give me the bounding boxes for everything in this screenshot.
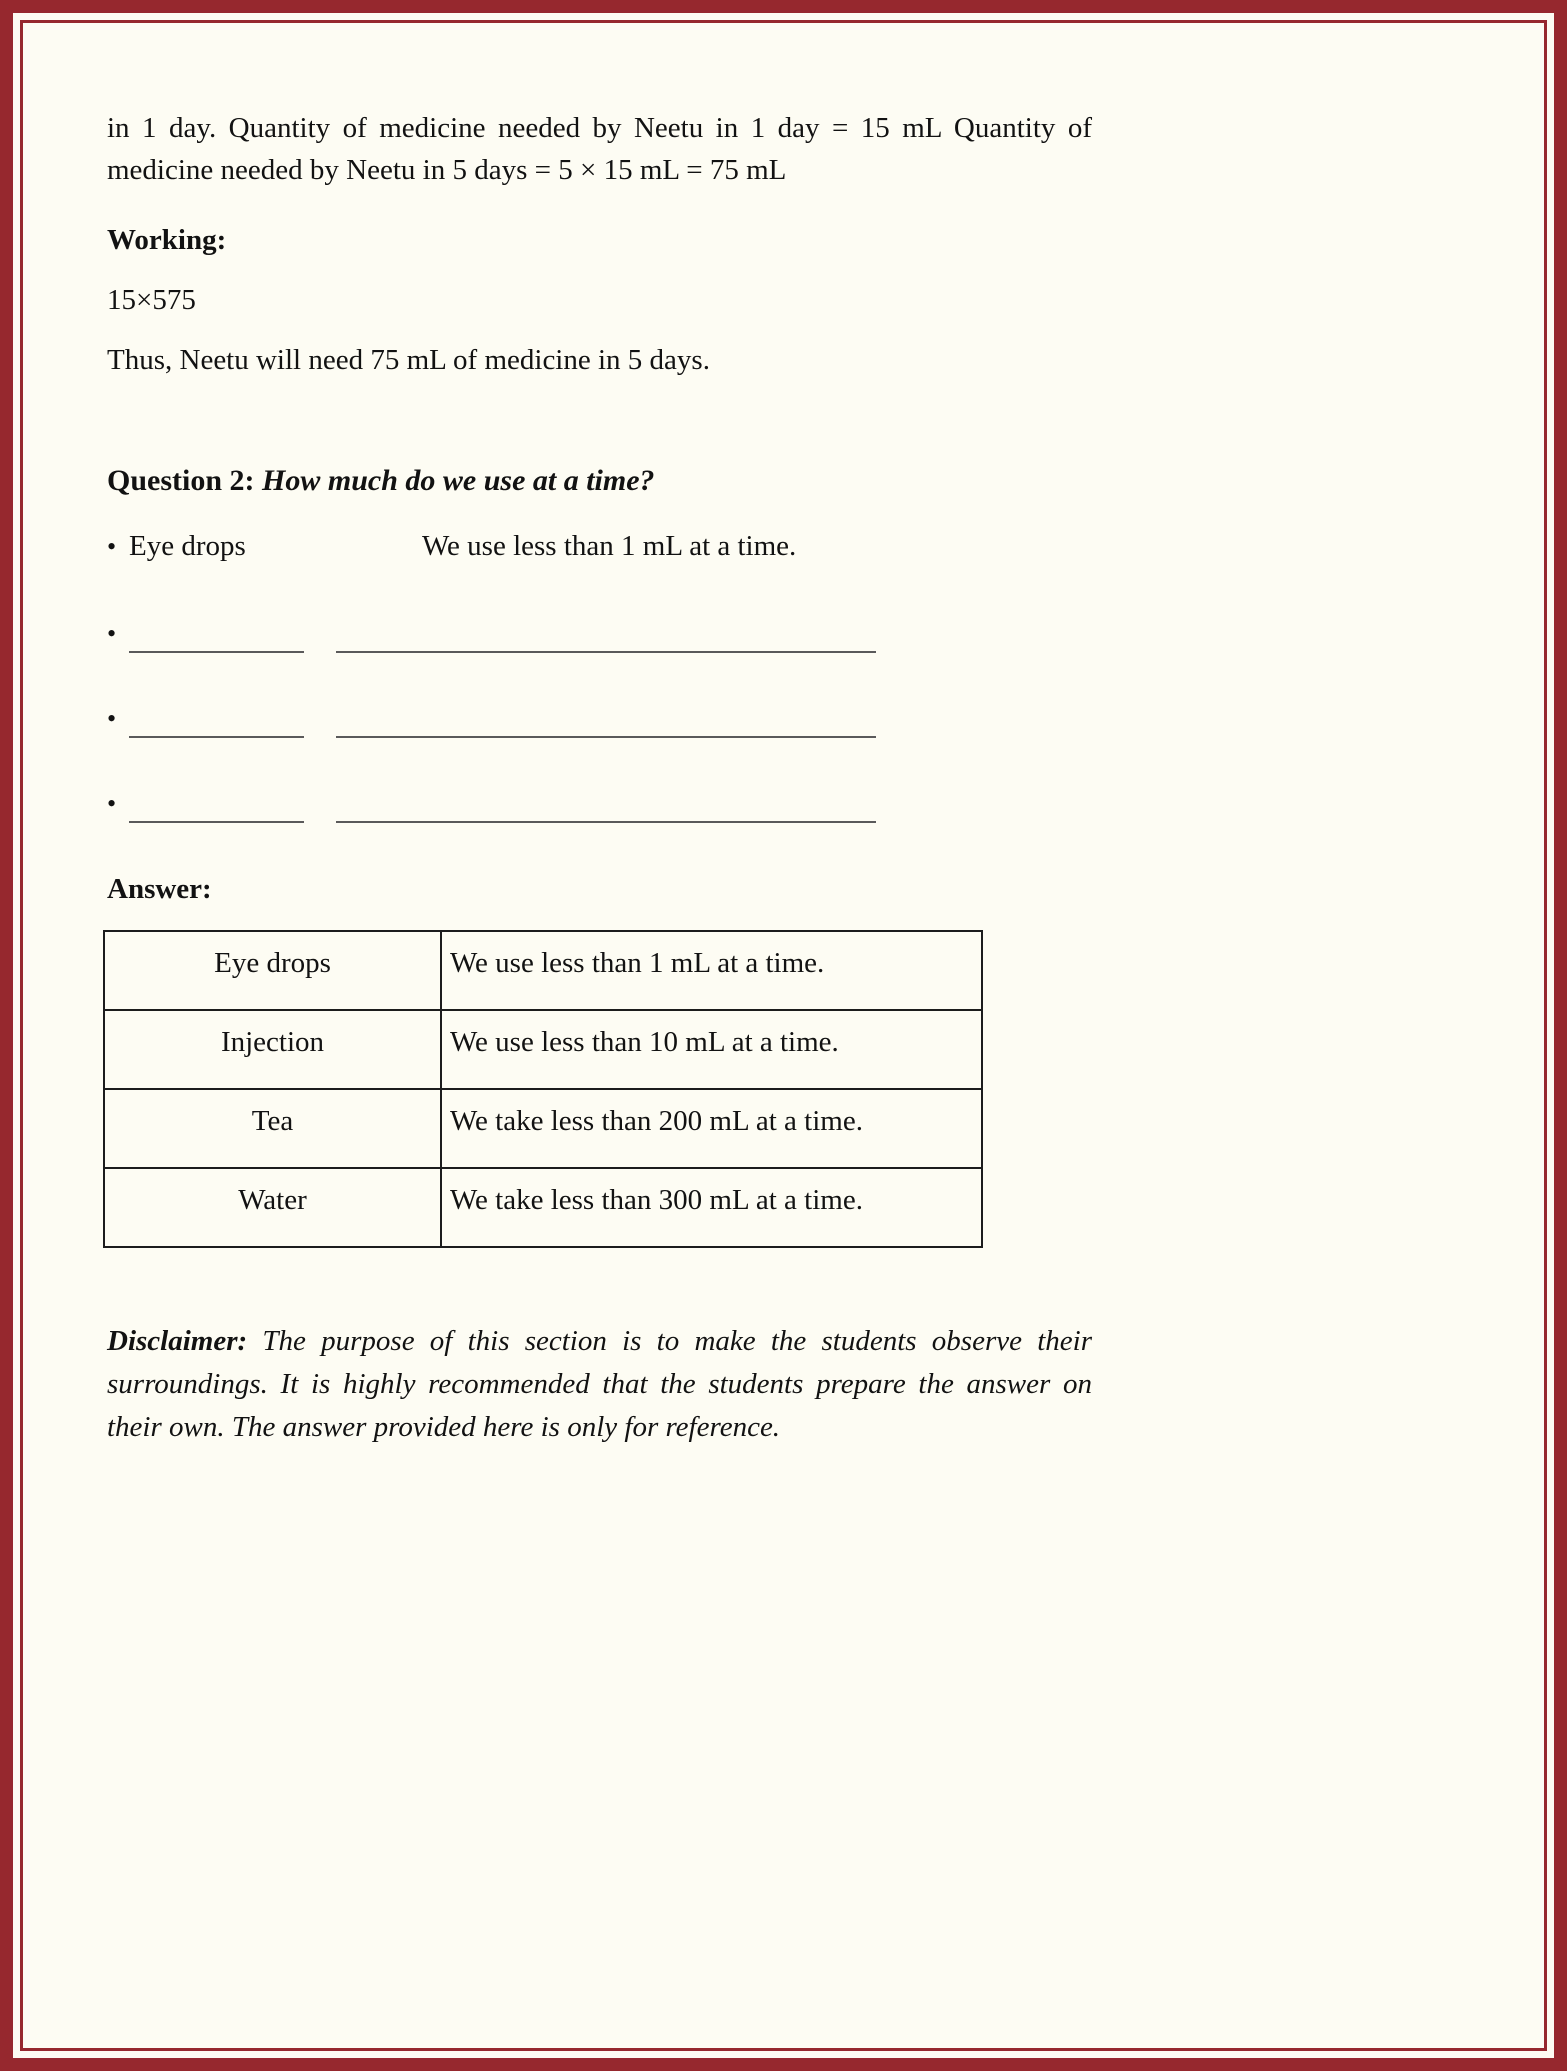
short-blank-line bbox=[129, 704, 304, 738]
blank-bullet-row bbox=[107, 698, 1092, 738]
bullet-icon: • bbox=[107, 704, 117, 734]
table-item-cell: Injection bbox=[104, 1010, 441, 1089]
table-item-cell: Water bbox=[104, 1168, 441, 1247]
bullet-item-text: Eye drops bbox=[129, 529, 246, 562]
page-content bbox=[107, 107, 1092, 1449]
long-blank-line bbox=[336, 619, 876, 653]
question2-heading bbox=[107, 459, 1092, 503]
eye-drops-bullet-row bbox=[107, 525, 1092, 567]
table-row bbox=[104, 931, 982, 1010]
table-row bbox=[104, 1168, 982, 1247]
short-blank-line bbox=[129, 789, 304, 823]
working-value: 15×575 bbox=[107, 284, 196, 317]
answer-heading: Answer: bbox=[107, 872, 212, 905]
table-row bbox=[104, 1089, 982, 1168]
disclaimer-text: The purpose of this section is to make the students observe their surroundings. It is highly recommended that the students prepare the answer on their own. The answer provided here is only for reference. bbox=[107, 1324, 1092, 1443]
table-item-cell: Eye drops bbox=[104, 931, 441, 1010]
intro-paragraph: in 1 day. Quantity of medicine needed by Neetu in 1 day = 15 mL Quantity of medicine needed by Neetu in 5 days = 5 × 15 mL = 75 mL bbox=[107, 112, 1092, 187]
bullet-icon: • bbox=[107, 619, 117, 649]
working-heading: Working: bbox=[107, 224, 227, 257]
table-usage-cell: We take less than 200 mL at a time. bbox=[441, 1089, 982, 1168]
inner-border-frame bbox=[20, 20, 1547, 2051]
disclaimer-paragraph bbox=[107, 1320, 1092, 1449]
table-usage-cell: We use less than 1 mL at a time. bbox=[441, 931, 982, 1010]
disclaimer-label: Disclaimer: bbox=[107, 1324, 248, 1357]
blank-bullet-row bbox=[107, 613, 1092, 653]
bullet-icon: • bbox=[107, 531, 117, 561]
table-item-cell: Tea bbox=[104, 1089, 441, 1168]
question2-title: How much do we use at a time? bbox=[262, 464, 655, 498]
short-blank-line bbox=[129, 619, 304, 653]
question2-label: Question 2: bbox=[107, 464, 255, 498]
blank-bullet-row bbox=[107, 783, 1092, 823]
conclusion-text: Thus, Neetu will need 75 mL of medicine in 5 days. bbox=[107, 344, 710, 377]
long-blank-line bbox=[336, 789, 876, 823]
table-row bbox=[104, 1010, 982, 1089]
bullet-usage-text: We use less than 1 mL at a time. bbox=[422, 529, 797, 562]
bullet-icon: • bbox=[107, 789, 117, 819]
table-usage-cell: We use less than 10 mL at a time. bbox=[441, 1010, 982, 1089]
long-blank-line bbox=[336, 704, 876, 738]
table-usage-cell: We take less than 300 mL at a time. bbox=[441, 1168, 982, 1247]
answer-table bbox=[103, 930, 983, 1248]
